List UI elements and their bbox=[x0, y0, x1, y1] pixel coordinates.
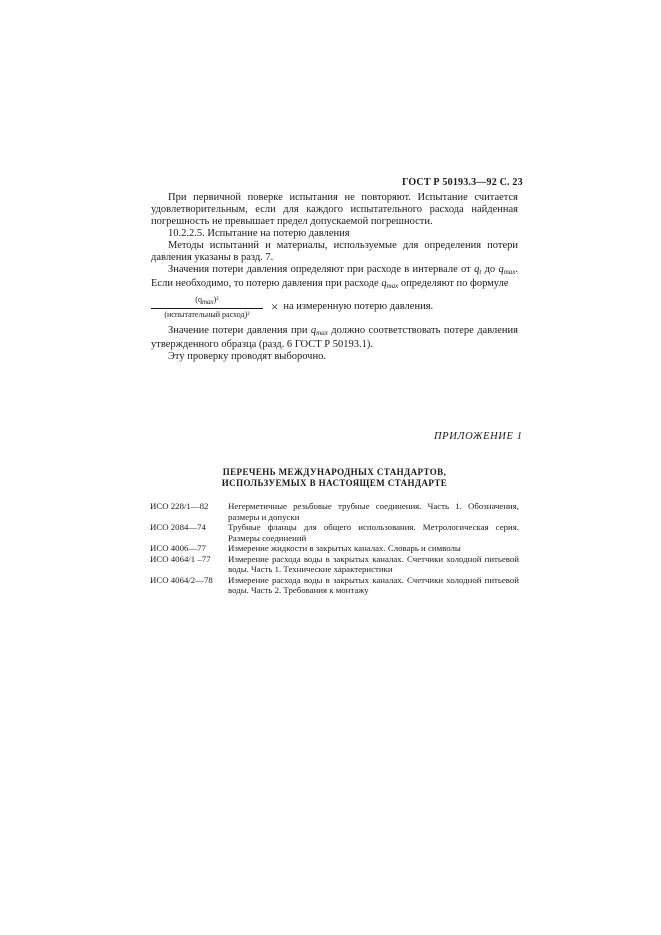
body-text bbox=[151, 192, 518, 363]
standard-code: ИСО 2084—74 bbox=[150, 522, 206, 532]
section-heading-pressure-loss: 10.2.2.5. Испытание на потерю давления bbox=[168, 228, 350, 239]
standard-title: Измерение жидкости в закрытых каналах. Словарь и символы bbox=[228, 543, 461, 553]
multiply-sign: × bbox=[271, 299, 279, 314]
standard-code: ИСО 4006—77 bbox=[150, 543, 206, 553]
page-header: ГОСТ Р 50193.3—92 С. 23 bbox=[402, 177, 523, 188]
standards-list bbox=[150, 501, 519, 596]
title-line-1: ПЕРЕЧЕНЬ МЕЖДУНАРОДНЫХ СТАНДАРТОВ, bbox=[222, 467, 447, 477]
standard-title: Трубные фланцы для общего использования. Метрологическая серия. Размеры соединений bbox=[228, 522, 519, 543]
appendix-label: ПРИЛОЖЕНИЕ 1 bbox=[434, 431, 523, 442]
standard-code: ИСО 4064/1 –77 bbox=[150, 553, 211, 564]
paragraph-primary-verification: При первичной поверке испытания не повторяют. Испытание считается удовлетворительным, если для каждого испытательного расхода найденная погрешность не превышает предел допускаемой погрешности. bbox=[151, 192, 518, 227]
title-line-2: ИСПОЛЬЗУЕМЫХ В НАСТОЯЩЕМ СТАНДАРТЕ bbox=[221, 478, 448, 488]
list-item bbox=[150, 522, 519, 543]
paragraph-pressure-values: Значения потери давления определяют при расходе в интервале от $q_t$ до $q_{max}$. Если необходимо, то потерю давления при расходе $q_{max}$ определяют по формуле bbox=[151, 264, 519, 290]
formula-text: на измеренную потерю давления. bbox=[283, 301, 434, 312]
paragraph-methods: Методы испытаний и материалы, используемые для определения потери давления указаны в разд. 7. bbox=[151, 240, 518, 263]
formula-numerator: (qmax)² bbox=[195, 295, 219, 306]
list-item bbox=[150, 554, 519, 575]
formula-fraction bbox=[151, 295, 263, 319]
appendix-title bbox=[151, 467, 518, 489]
list-item bbox=[150, 575, 519, 596]
standard-code: ИСО 228/1—82 bbox=[150, 501, 209, 511]
list-item bbox=[150, 543, 519, 554]
standard-title: Измерение расхода воды в закрытых каналах. Счетчики холодной питьевой воды. Часть 1. Технические характеристики bbox=[228, 553, 519, 574]
standard-title: Измерение расхода воды в закрытых каналах. Счетчики холодной питьевой воды. Часть 2. Требования к монтажу bbox=[228, 574, 519, 595]
standard-title: Негерметичные резьбовые трубные соединения. Часть 1. Обозначения, размеры и допуски bbox=[228, 501, 519, 522]
formula-denominator: (испытательный расход)² bbox=[164, 310, 250, 319]
standard-code: ИСО 4064/2—78 bbox=[150, 574, 213, 585]
pressure-loss-formula bbox=[151, 295, 518, 319]
paragraph-approved-sample: Значение потери давления при $q_{max}$ должно соответствовать потере давления утвержденного образца (разд. 6 ГОСТ Р 50193.1). bbox=[151, 325, 518, 350]
paragraph-selective-check: Эту проверку проводят выборочно. bbox=[168, 351, 326, 362]
list-item bbox=[150, 501, 519, 522]
